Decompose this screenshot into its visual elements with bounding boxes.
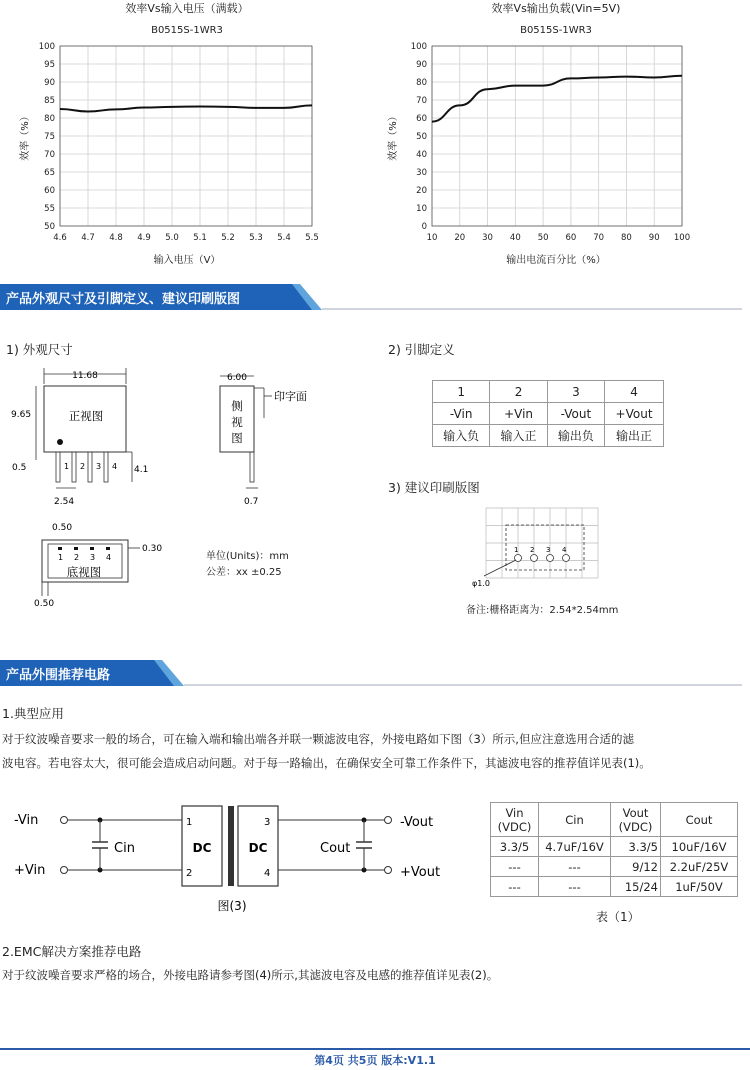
figure3-caption: 图(3) bbox=[217, 899, 247, 913]
bottom-view-drawing bbox=[6, 518, 176, 608]
pin-header-3: 3 bbox=[547, 381, 604, 403]
c2-x-tick: 60 bbox=[565, 233, 577, 243]
bottom-d1: 0.50 bbox=[52, 523, 73, 533]
t1-r2-cout: 2.2uF/25V bbox=[661, 857, 738, 877]
dc-block-2: DC bbox=[248, 841, 268, 855]
vout-pos-label: +Vout bbox=[400, 865, 441, 880]
emc-heading: 2.EMC解决方案推荐电路 bbox=[2, 944, 142, 959]
chart1-title: 效率Vs输入电压（满载） bbox=[125, 2, 249, 15]
pin-desc-3: 输出负 bbox=[547, 425, 604, 447]
c2-x-tick: 20 bbox=[454, 233, 466, 243]
c2-y-tick: 100 bbox=[410, 42, 427, 52]
chart1-subtitle: B0515S-1WR3 bbox=[151, 25, 223, 36]
pin-desc-2: 输入正 bbox=[490, 425, 547, 447]
c2-x-tick: 80 bbox=[621, 233, 632, 243]
c1-y-tick: 70 bbox=[44, 150, 55, 160]
pcb-pin-1: 1 bbox=[514, 546, 519, 554]
t1-r2-cin: --- bbox=[539, 857, 611, 877]
c2-x-tick: 70 bbox=[593, 233, 605, 243]
c2-y-tick: 30 bbox=[416, 168, 427, 178]
pin1-marker bbox=[57, 439, 63, 445]
c1-y-tick: 55 bbox=[44, 204, 55, 214]
side-view-label-3: 图 bbox=[231, 431, 243, 445]
section1-banner-title: 产品外观尺寸及引脚定义、建议印刷版图 bbox=[6, 292, 241, 307]
capacitor-table bbox=[490, 802, 738, 897]
pin-desc-4: 输出正 bbox=[605, 425, 664, 447]
c2-y-tick: 50 bbox=[416, 132, 427, 142]
c2-x-tick: 50 bbox=[537, 233, 549, 243]
c2-y-tick: 90 bbox=[416, 60, 427, 70]
dc-block-1: DC bbox=[192, 841, 212, 855]
c2-y-tick: 20 bbox=[416, 186, 427, 196]
c1-y-tick: 100 bbox=[38, 42, 55, 52]
chart1-y-label: 效率（%） bbox=[20, 111, 31, 161]
front-pin-2: 2 bbox=[80, 462, 86, 471]
typical-app-heading: 1.典型应用 bbox=[2, 706, 64, 721]
c1-y-tick: 90 bbox=[44, 78, 55, 88]
pin-function-3: -Vout bbox=[547, 403, 604, 425]
bottom-view-label: 底视图 bbox=[66, 565, 102, 579]
typical-app-para-line2: 波电容。若电容太大，很可能会造成启动问题。对于每一路输出，在确保安全可靠工作条件下，其滤波电容的推荐值详见表(1)。 bbox=[2, 756, 651, 770]
c2-x-tick: 90 bbox=[648, 233, 660, 243]
tolerance-note: 公差：xx ±0.25 bbox=[206, 567, 282, 578]
pcb-grid-note: 备注:栅格距离为：2.54*2.54mm bbox=[466, 605, 619, 616]
section2-rule bbox=[184, 684, 742, 686]
c1-x-tick: 4.8 bbox=[109, 233, 123, 243]
c2-y-tick: 60 bbox=[416, 114, 427, 124]
c1-y-tick: 50 bbox=[44, 222, 55, 232]
chart1-y-ticks bbox=[39, 42, 55, 232]
c1-x-tick: 5.4 bbox=[277, 233, 291, 243]
efficiency-vs-output-load-chart bbox=[370, 0, 700, 270]
pins-title: 2) 引脚定义 bbox=[388, 342, 455, 357]
chart2-x-ticks bbox=[427, 233, 691, 243]
c1-y-tick: 85 bbox=[44, 96, 55, 106]
pin-definition-table bbox=[432, 380, 664, 447]
t1-r1-vin: 3.3/5 bbox=[491, 837, 539, 857]
front-gap: 0.5 bbox=[12, 463, 27, 473]
cout-label: Cout bbox=[320, 841, 351, 856]
chart2-x-label: 输出电流百分比（%） bbox=[506, 255, 606, 266]
footer-rule bbox=[0, 1048, 750, 1050]
c1-x-tick: 5.5 bbox=[305, 233, 319, 243]
c1-x-tick: 5.2 bbox=[221, 233, 235, 243]
chart2-title: 效率Vs输出负载(Vin=5V) bbox=[491, 2, 621, 15]
t1-r3-vout: 15/24 bbox=[611, 877, 661, 897]
side-pin-width: 0.7 bbox=[244, 497, 259, 507]
t1-r2-vout: 9/12 bbox=[611, 857, 661, 877]
table1-caption: 表（1） bbox=[596, 910, 640, 924]
pin-header-2: 2 bbox=[490, 381, 547, 403]
c2-x-tick: 10 bbox=[426, 233, 438, 243]
circuit-pin-3: 3 bbox=[264, 817, 271, 828]
efficiency-vs-input-voltage-chart bbox=[0, 0, 330, 270]
circuit-pin-1: 1 bbox=[186, 817, 193, 828]
bottom-pin-1: 1 bbox=[58, 553, 64, 562]
page-footer: 第4页 共5页 版本:V1.1 bbox=[314, 1054, 436, 1067]
pin-desc-1: 输入负 bbox=[433, 425, 490, 447]
section1-rule bbox=[322, 308, 742, 310]
t1-r1-vout: 3.3/5 bbox=[611, 837, 661, 857]
t1-r3-vin: --- bbox=[491, 877, 539, 897]
emc-para: 对于纹波噪音要求严格的场合，外接电路请参考图(4)所示,其滤波电容及电感的推荐值详见表(2)。 bbox=[2, 968, 499, 982]
vin-pos-label: +Vin bbox=[14, 863, 46, 878]
side-view-label: 侧 bbox=[231, 399, 243, 413]
bottom-d3: 0.50 bbox=[34, 599, 55, 609]
t1-header-vin: Vin (VDC) bbox=[491, 803, 539, 837]
c1-x-tick: 5.3 bbox=[249, 233, 263, 243]
chart1-x-ticks bbox=[53, 233, 319, 243]
front-pin-4: 4 bbox=[112, 462, 118, 471]
pin-header-1: 1 bbox=[433, 381, 490, 403]
chart2-grid bbox=[432, 46, 682, 226]
c2-x-tick: 100 bbox=[673, 233, 691, 243]
c1-x-tick: 4.9 bbox=[137, 233, 151, 243]
pcb-hole-diameter: φ1.0 bbox=[472, 579, 490, 588]
pcb-pin-4: 4 bbox=[562, 546, 567, 554]
front-width: 11.68 bbox=[72, 371, 98, 381]
c1-x-tick: 4.7 bbox=[81, 233, 95, 243]
t1-r2-vin: --- bbox=[491, 857, 539, 877]
pin-function-2: +Vin bbox=[490, 403, 547, 425]
front-view-label: 正视图 bbox=[68, 409, 104, 423]
dims-title: 1) 外观尺寸 bbox=[6, 342, 73, 357]
c2-y-tick: 10 bbox=[416, 204, 427, 214]
circuit-pin-2: 2 bbox=[186, 868, 193, 879]
c1-x-tick: 5.0 bbox=[165, 233, 179, 243]
pin-function-1: -Vin bbox=[433, 403, 490, 425]
side-width: 6.00 bbox=[226, 373, 248, 383]
chart2-y-ticks bbox=[411, 42, 427, 232]
pcb-pin-3: 3 bbox=[546, 546, 551, 554]
bottom-d2: 0.30 bbox=[142, 544, 163, 554]
marking-side-label: 印字面 bbox=[274, 390, 307, 403]
c2-x-tick: 40 bbox=[509, 233, 521, 243]
pin-header-4: 4 bbox=[605, 381, 664, 403]
typical-circuit-diagram bbox=[6, 800, 466, 920]
c1-x-tick: 4.6 bbox=[53, 233, 67, 243]
c1-y-tick: 65 bbox=[44, 168, 55, 178]
t1-header-cout: Cout bbox=[661, 803, 738, 837]
bottom-pin-3: 3 bbox=[90, 553, 96, 562]
chart2-series-line bbox=[432, 76, 682, 122]
t1-header-vout: Vout (VDC) bbox=[611, 803, 661, 837]
chart1-series-line bbox=[60, 105, 312, 111]
bottom-pin-4: 4 bbox=[106, 553, 112, 562]
units-note: 单位(Units)：mm bbox=[206, 551, 289, 562]
typical-app-para-line1: 对于纹波噪音要求一般的场合，可在输入端和输出端各并联一颗滤波电容，外接电路如下图（3）所示,但应注意选用合适的滤 bbox=[2, 732, 634, 746]
chart1-grid bbox=[60, 46, 312, 226]
t1-r1-cin: 4.7uF/16V bbox=[539, 837, 611, 857]
c2-x-tick: 30 bbox=[482, 233, 493, 243]
t1-r3-cout: 1uF/50V bbox=[661, 877, 738, 897]
cin-label: Cin bbox=[114, 841, 135, 856]
side-view-label-2: 视 bbox=[231, 415, 243, 429]
c2-y-tick: 80 bbox=[416, 78, 427, 88]
pcb-pin-2: 2 bbox=[530, 546, 535, 554]
pcb-title: 3) 建议印刷版图 bbox=[388, 480, 480, 495]
chart1-x-label: 输入电压（V） bbox=[153, 255, 221, 266]
front-height: 9.65 bbox=[11, 410, 32, 420]
chart2-subtitle: B0515S-1WR3 bbox=[520, 25, 592, 36]
vout-neg-label: -Vout bbox=[400, 815, 434, 830]
c1-y-tick: 75 bbox=[44, 132, 55, 142]
c1-x-tick: 5.1 bbox=[193, 233, 207, 243]
c1-y-tick: 80 bbox=[44, 114, 55, 124]
section2-banner-title: 产品外围推荐电路 bbox=[6, 668, 111, 683]
bottom-pin-2: 2 bbox=[74, 553, 80, 562]
c1-y-tick: 95 bbox=[44, 60, 55, 70]
front-pin-1: 1 bbox=[64, 462, 70, 471]
chart2-y-label: 效率（%） bbox=[388, 111, 399, 161]
front-view-drawing bbox=[6, 362, 176, 512]
t1-r3-cin: --- bbox=[539, 877, 611, 897]
c2-y-tick: 0 bbox=[421, 222, 427, 232]
c1-y-tick: 60 bbox=[44, 186, 55, 196]
front-pitch: 2.54 bbox=[54, 497, 75, 507]
c2-y-tick: 40 bbox=[416, 150, 427, 160]
vin-neg-label: -Vin bbox=[14, 813, 39, 828]
c2-y-tick: 70 bbox=[416, 96, 427, 106]
t1-r1-cout: 10uF/16V bbox=[661, 837, 738, 857]
side-view-drawing bbox=[210, 362, 330, 512]
pcb-layout-drawing bbox=[470, 508, 610, 598]
front-pin-3: 3 bbox=[96, 462, 102, 471]
pin-function-4: +Vout bbox=[605, 403, 664, 425]
t1-header-cin: Cin bbox=[539, 803, 611, 837]
front-pin-length: 4.1 bbox=[134, 465, 149, 475]
circuit-pin-4: 4 bbox=[264, 868, 271, 879]
